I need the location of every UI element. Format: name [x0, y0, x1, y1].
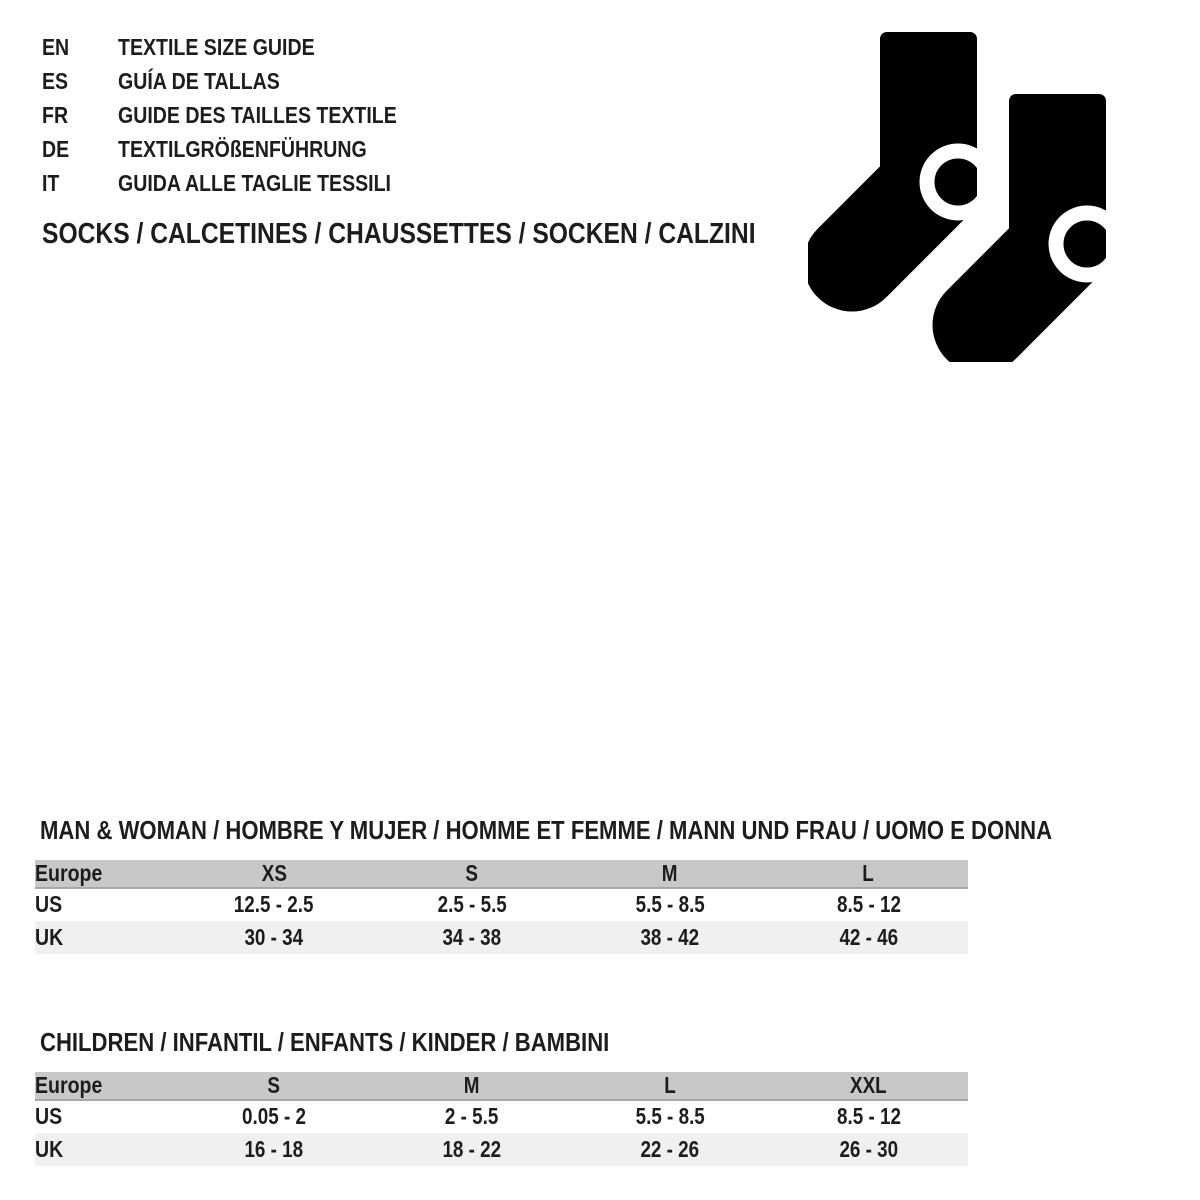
socks-icon [808, 32, 1138, 362]
size-value: 42 - 46 [839, 923, 898, 950]
size-section-man-woman [35, 815, 1053, 954]
section-title: MAN & WOMAN / HOMBRE Y MUJER / HOMME ET FEMME / MANN UND FRAU / UOMO E DONNA [40, 815, 1053, 845]
size-value: 5.5 - 8.5 [635, 1103, 705, 1130]
size-value: 38 - 42 [640, 923, 700, 950]
row-label-cell [35, 1100, 175, 1133]
table-header-cell [769, 860, 968, 888]
table-row-us [35, 888, 968, 921]
table-header-cell [373, 860, 571, 888]
table-header-cell [769, 1072, 968, 1100]
column-header: Europe [35, 1071, 103, 1098]
lang-row-fr [42, 98, 446, 132]
table-header-cell [571, 1072, 769, 1100]
section-title: CHILDREN / INFANTIL / ENFANTS / KINDER / BAMBINI [40, 1027, 610, 1057]
size-section-children [35, 1028, 968, 1166]
row-label: US [35, 891, 63, 918]
column-header: XS [261, 859, 287, 886]
lang-code: FR [42, 101, 69, 128]
lang-row-es [42, 64, 446, 98]
size-value: 0.05 - 2 [242, 1103, 306, 1130]
column-header: M [464, 1071, 480, 1098]
size-value: 30 - 34 [244, 923, 304, 950]
size-cell [373, 888, 571, 921]
lang-label: GUIDE DES TAILLES TEXTILE [118, 101, 397, 128]
size-table-children [35, 1072, 968, 1166]
column-header: S [267, 1071, 281, 1098]
row-label: UK [35, 1135, 64, 1162]
lang-code: EN [42, 33, 70, 60]
row-label: US [35, 1103, 63, 1130]
size-cell [769, 1133, 968, 1166]
lang-row-en [42, 30, 446, 64]
size-cell [769, 921, 968, 954]
lang-code: DE [42, 135, 70, 162]
table-header-row [35, 860, 968, 888]
lang-label: GUIDA ALLE TAGLIE TESSILI [118, 169, 391, 196]
size-cell [571, 1133, 769, 1166]
size-cell [769, 1100, 968, 1133]
table-row-uk [35, 1133, 968, 1166]
size-cell [175, 1100, 373, 1133]
column-header: XXL [850, 1071, 887, 1098]
lang-row-de [42, 132, 446, 166]
table-header-cell [35, 860, 175, 888]
size-cell [571, 921, 769, 954]
table-header-cell [175, 860, 373, 888]
size-cell [175, 1133, 373, 1166]
table-header-cell [373, 1072, 571, 1100]
column-header: S [465, 859, 479, 886]
language-list [42, 30, 446, 200]
size-value: 22 - 26 [640, 1135, 700, 1162]
size-value: 34 - 38 [442, 923, 502, 950]
table-header-row [35, 1072, 968, 1100]
column-header: L [862, 859, 875, 886]
column-header: Europe [35, 859, 103, 886]
size-cell [769, 888, 968, 921]
size-value: 12.5 - 2.5 [234, 891, 314, 918]
row-label: UK [35, 923, 64, 950]
lang-label: TEXTILGRÖßENFÜHRUNG [118, 135, 367, 162]
table-header-cell [175, 1072, 373, 1100]
row-label-cell [35, 1133, 175, 1166]
column-header: M [662, 859, 678, 886]
size-cell [373, 921, 571, 954]
column-header: L [664, 1071, 676, 1098]
size-table-man-woman [35, 860, 968, 954]
lang-label: GUÍA DE TALLAS [118, 67, 280, 94]
size-cell [373, 1133, 571, 1166]
row-label-cell [35, 888, 175, 921]
category-line: SOCKS / CALCETINES / CHAUSSETTES / SOCKEN / CALZINI [42, 218, 756, 250]
lang-label: TEXTILE SIZE GUIDE [118, 33, 315, 60]
table-header-cell [35, 1072, 175, 1100]
row-label-cell [35, 921, 175, 954]
size-value: 8.5 - 12 [836, 1103, 901, 1130]
table-header-cell [571, 860, 769, 888]
lang-row-it [42, 166, 446, 200]
size-cell [571, 1100, 769, 1133]
lang-code: IT [42, 169, 60, 196]
size-value: 18 - 22 [442, 1135, 502, 1162]
size-cell [175, 888, 373, 921]
size-value: 5.5 - 8.5 [635, 891, 705, 918]
table-row-us [35, 1100, 968, 1133]
size-value: 16 - 18 [244, 1135, 304, 1162]
size-cell [175, 921, 373, 954]
size-value: 8.5 - 12 [836, 891, 901, 918]
size-value: 2.5 - 5.5 [437, 891, 507, 918]
size-value: 26 - 30 [839, 1135, 898, 1162]
table-row-uk [35, 921, 968, 954]
lang-code: ES [42, 67, 69, 94]
size-cell [373, 1100, 571, 1133]
size-cell [571, 888, 769, 921]
size-value: 2 - 5.5 [445, 1103, 499, 1130]
